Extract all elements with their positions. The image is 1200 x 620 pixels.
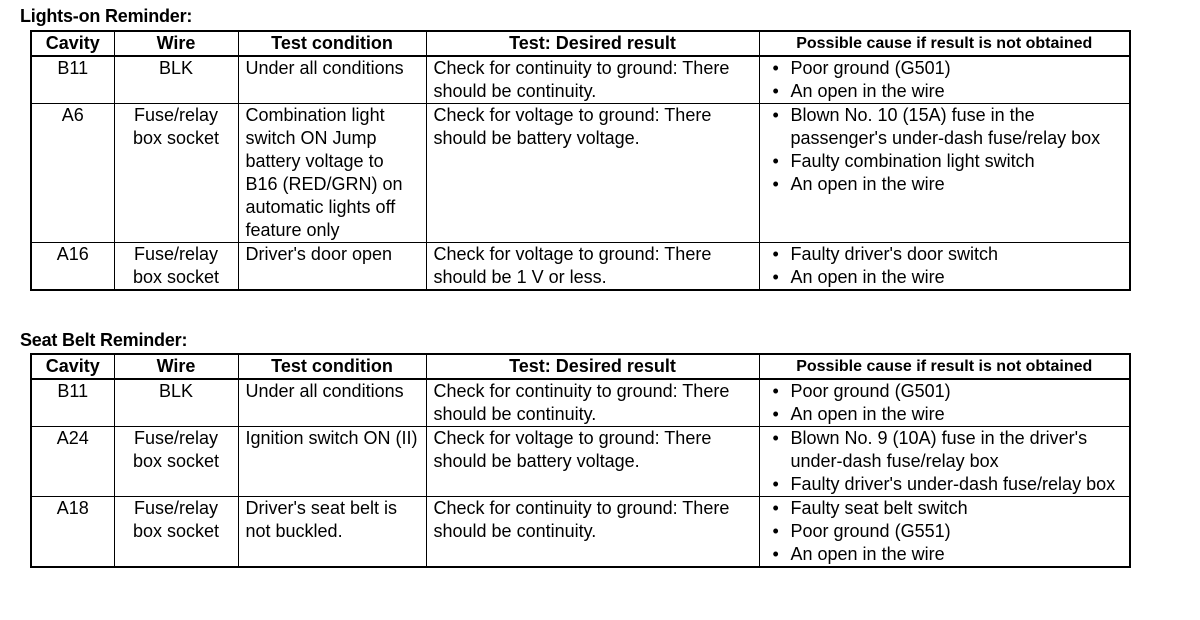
cause-item: • Poor ground (G551) bbox=[767, 520, 1123, 543]
condition-cell: Under all conditions bbox=[238, 379, 426, 427]
condition-cell: Under all conditions bbox=[238, 56, 426, 104]
condition-cell: Driver's seat belt is not buckled. bbox=[238, 497, 426, 568]
wire-cell: Fuse/relay box socket bbox=[114, 497, 238, 568]
header-desired-result: Test: Desired result bbox=[426, 354, 759, 379]
condition-cell: Driver's door open bbox=[238, 243, 426, 291]
lights-on-table bbox=[30, 30, 1131, 291]
cavity-cell: A16 bbox=[31, 243, 114, 291]
wire-cell: Fuse/relay box socket bbox=[114, 104, 238, 243]
header-row bbox=[31, 354, 1130, 379]
header-cavity: Cavity bbox=[31, 31, 114, 56]
cause-cell bbox=[759, 56, 1130, 104]
cavity-cell: A6 bbox=[31, 104, 114, 243]
wire-cell: Fuse/relay box socket bbox=[114, 243, 238, 291]
table-row bbox=[31, 56, 1130, 104]
cause-cell bbox=[759, 497, 1130, 568]
header-row bbox=[31, 31, 1130, 56]
cause-item: • Faulty seat belt switch bbox=[767, 497, 1123, 520]
table-row bbox=[31, 243, 1130, 291]
result-cell: Check for voltage to ground: There should be 1 V or less. bbox=[426, 243, 759, 291]
cavity-cell: A18 bbox=[31, 497, 114, 568]
result-cell: Check for voltage to ground: There should be battery voltage. bbox=[426, 104, 759, 243]
cause-cell bbox=[759, 427, 1130, 497]
cause-cell bbox=[759, 243, 1130, 291]
cause-item: • An open in the wire bbox=[767, 543, 1123, 566]
result-cell: Check for continuity to ground: There should be continuity. bbox=[426, 379, 759, 427]
wire-cell: BLK bbox=[114, 379, 238, 427]
table-row bbox=[31, 497, 1130, 568]
cause-item: • Faulty driver's door switch bbox=[767, 243, 1123, 266]
cause-item: • An open in the wire bbox=[767, 266, 1123, 289]
cause-item: • An open in the wire bbox=[767, 80, 1123, 103]
cause-item: • An open in the wire bbox=[767, 403, 1123, 426]
header-test-condition: Test condition bbox=[238, 354, 426, 379]
cause-item: • Poor ground (G501) bbox=[767, 380, 1123, 403]
cause-item: • Blown No. 10 (15A) fuse in the passenger's under-dash fuse/relay box bbox=[767, 104, 1123, 150]
table-row bbox=[31, 427, 1130, 497]
cavity-cell: B11 bbox=[31, 379, 114, 427]
header-cavity: Cavity bbox=[31, 354, 114, 379]
cavity-cell: B11 bbox=[31, 56, 114, 104]
header-test-condition: Test condition bbox=[238, 31, 426, 56]
cause-item: • Blown No. 9 (10A) fuse in the driver's under-dash fuse/relay box bbox=[767, 427, 1123, 473]
header-wire: Wire bbox=[114, 354, 238, 379]
cavity-cell: A24 bbox=[31, 427, 114, 497]
cause-item: • Faulty driver's under-dash fuse/relay box bbox=[767, 473, 1123, 496]
table-row bbox=[31, 104, 1130, 243]
header-possible-cause: Possible cause if result is not obtained bbox=[759, 31, 1130, 56]
condition-cell: Ignition switch ON (II) bbox=[238, 427, 426, 497]
wire-cell: Fuse/relay box socket bbox=[114, 427, 238, 497]
wire-cell: BLK bbox=[114, 56, 238, 104]
cause-item: • An open in the wire bbox=[767, 173, 1123, 196]
condition-cell: Combination light switch ON Jump battery voltage to B16 (RED/GRN) on automatic lights off feature only bbox=[238, 104, 426, 243]
section-title-seat-belt: Seat Belt Reminder: bbox=[20, 330, 188, 350]
table-row bbox=[31, 379, 1130, 427]
cause-item: • Poor ground (G501) bbox=[767, 57, 1123, 80]
header-possible-cause: Possible cause if result is not obtained bbox=[759, 354, 1130, 379]
cause-cell bbox=[759, 104, 1130, 243]
result-cell: Check for continuity to ground: There should be continuity. bbox=[426, 497, 759, 568]
cause-cell bbox=[759, 379, 1130, 427]
header-wire: Wire bbox=[114, 31, 238, 56]
section-title-lights-on: Lights-on Reminder: bbox=[20, 6, 193, 26]
header-desired-result: Test: Desired result bbox=[426, 31, 759, 56]
result-cell: Check for voltage to ground: There should be battery voltage. bbox=[426, 427, 759, 497]
cause-item: • Faulty combination light switch bbox=[767, 150, 1123, 173]
seat-belt-table bbox=[30, 353, 1131, 568]
result-cell: Check for continuity to ground: There should be continuity. bbox=[426, 56, 759, 104]
